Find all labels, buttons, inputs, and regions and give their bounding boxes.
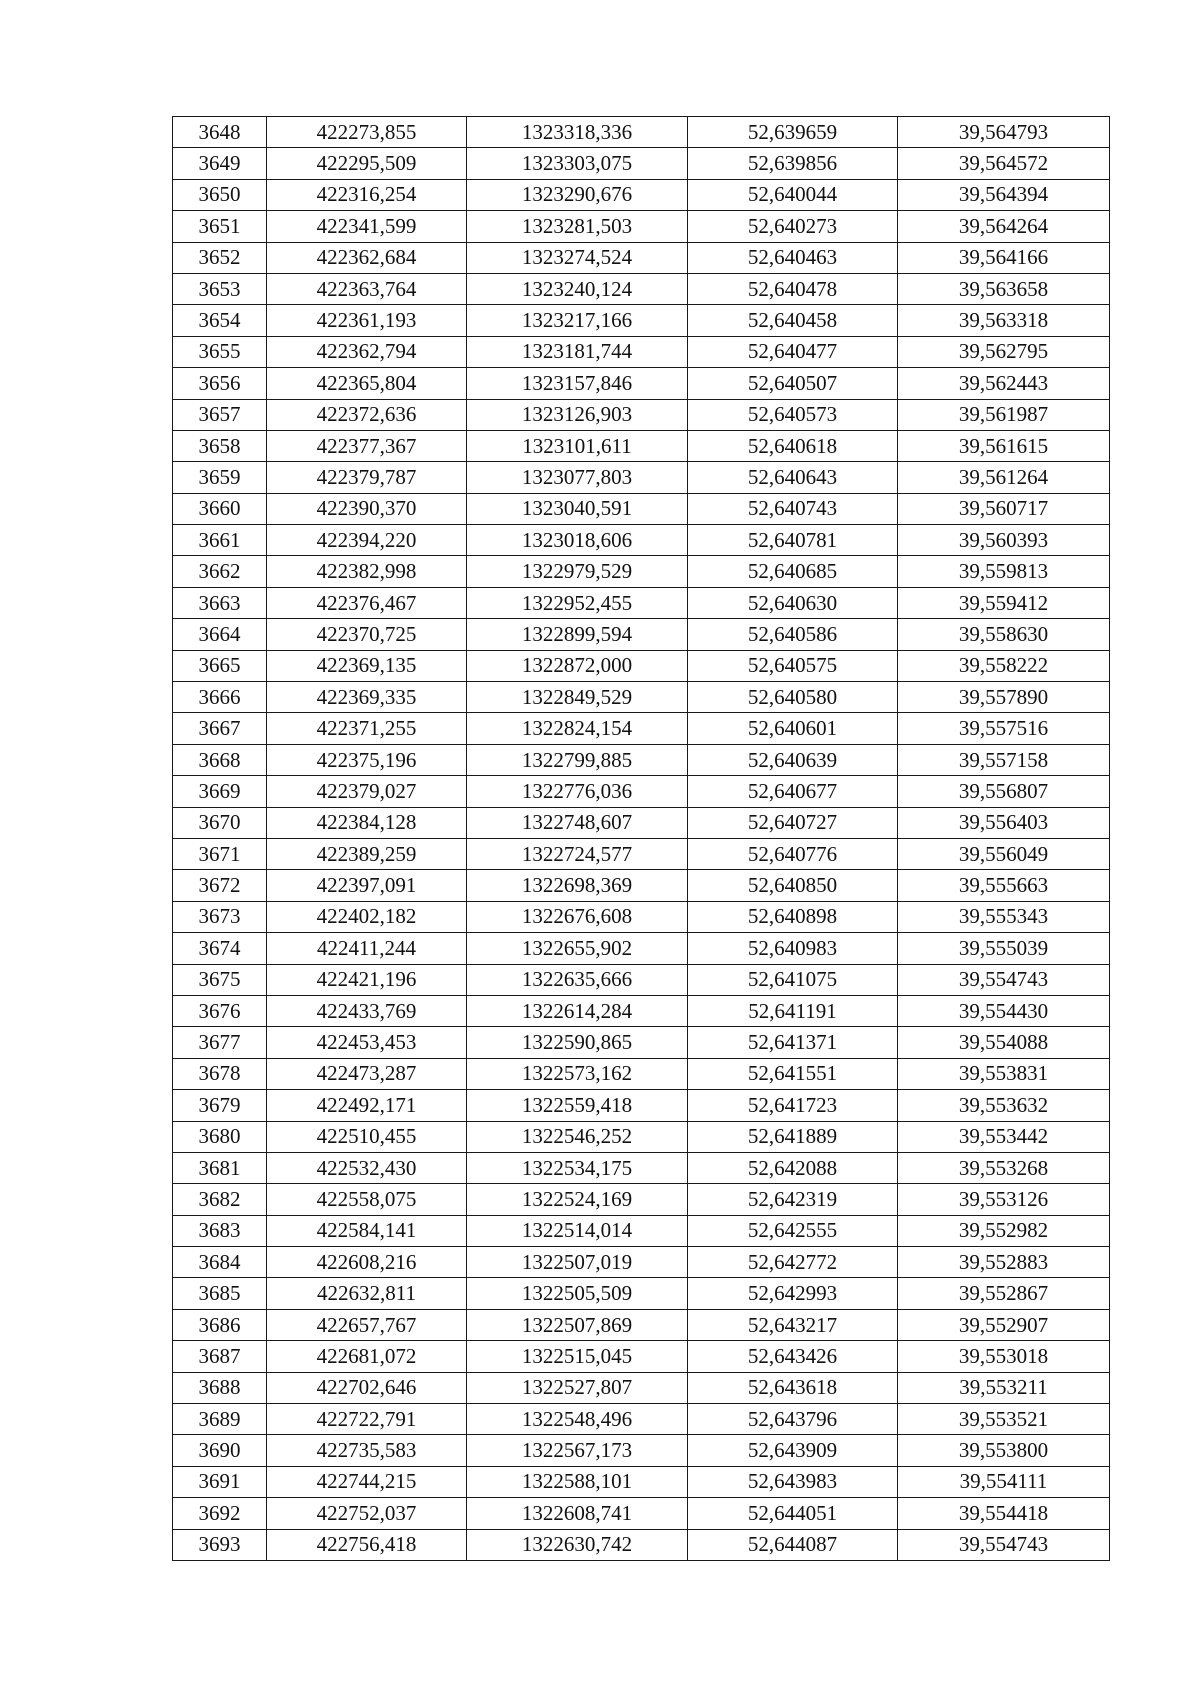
latitude-cell: 52,640643 [688,462,898,493]
longitude-cell: 39,561987 [898,399,1110,430]
table-row [173,1090,1110,1121]
point-number-cell: 3674 [173,933,267,964]
x-coordinate-cell: 422375,196 [267,744,467,775]
point-number-cell: 3654 [173,305,267,336]
point-number-cell: 3679 [173,1090,267,1121]
latitude-cell: 52,640983 [688,933,898,964]
point-number-cell: 3672 [173,870,267,901]
table-row [173,1404,1110,1435]
y-coordinate-cell: 1322748,607 [467,807,688,838]
table-row [173,587,1110,618]
latitude-cell: 52,640743 [688,493,898,524]
point-number-cell: 3662 [173,556,267,587]
coordinates-table [172,116,1110,1561]
y-coordinate-cell: 1322724,577 [467,838,688,869]
latitude-cell: 52,641371 [688,1027,898,1058]
table-row [173,682,1110,713]
latitude-cell: 52,640273 [688,211,898,242]
y-coordinate-cell: 1322776,036 [467,776,688,807]
longitude-cell: 39,562443 [898,368,1110,399]
table-row [173,556,1110,587]
point-number-cell: 3648 [173,117,267,148]
latitude-cell: 52,642088 [688,1152,898,1183]
table-row [173,1278,1110,1309]
latitude-cell: 52,640573 [688,399,898,430]
table-row [173,242,1110,273]
longitude-cell: 39,552883 [898,1247,1110,1278]
latitude-cell: 52,639659 [688,117,898,148]
latitude-cell: 52,640477 [688,336,898,367]
x-coordinate-cell: 422362,684 [267,242,467,273]
latitude-cell: 52,642772 [688,1247,898,1278]
x-coordinate-cell: 422632,811 [267,1278,467,1309]
table-row [173,1121,1110,1152]
x-coordinate-cell: 422433,769 [267,995,467,1026]
x-coordinate-cell: 422473,287 [267,1058,467,1089]
point-number-cell: 3667 [173,713,267,744]
y-coordinate-cell: 1322655,902 [467,933,688,964]
point-number-cell: 3652 [173,242,267,273]
point-number-cell: 3658 [173,430,267,461]
y-coordinate-cell: 1322588,101 [467,1466,688,1497]
latitude-cell: 52,640463 [688,242,898,273]
latitude-cell: 52,640727 [688,807,898,838]
y-coordinate-cell: 1323157,846 [467,368,688,399]
latitude-cell: 52,640586 [688,619,898,650]
x-coordinate-cell: 422402,182 [267,901,467,932]
x-coordinate-cell: 422411,244 [267,933,467,964]
longitude-cell: 39,554743 [898,1529,1110,1560]
latitude-cell: 52,643426 [688,1341,898,1372]
x-coordinate-cell: 422316,254 [267,179,467,210]
point-number-cell: 3659 [173,462,267,493]
latitude-cell: 52,640781 [688,525,898,556]
longitude-cell: 39,555039 [898,933,1110,964]
longitude-cell: 39,553442 [898,1121,1110,1152]
table-row [173,807,1110,838]
longitude-cell: 39,552982 [898,1215,1110,1246]
point-number-cell: 3656 [173,368,267,399]
latitude-cell: 52,644087 [688,1529,898,1560]
table-row [173,1341,1110,1372]
x-coordinate-cell: 422341,599 [267,211,467,242]
longitude-cell: 39,553211 [898,1372,1110,1403]
table-row [173,1184,1110,1215]
x-coordinate-cell: 422390,370 [267,493,467,524]
x-coordinate-cell: 422389,259 [267,838,467,869]
table-row [173,179,1110,210]
y-coordinate-cell: 1323303,075 [467,148,688,179]
latitude-cell: 52,642319 [688,1184,898,1215]
table-row [173,964,1110,995]
latitude-cell: 52,641075 [688,964,898,995]
y-coordinate-cell: 1323181,744 [467,336,688,367]
latitude-cell: 52,640507 [688,368,898,399]
x-coordinate-cell: 422377,367 [267,430,467,461]
longitude-cell: 39,561615 [898,430,1110,461]
y-coordinate-cell: 1322952,455 [467,587,688,618]
latitude-cell: 52,640630 [688,587,898,618]
longitude-cell: 39,562795 [898,336,1110,367]
longitude-cell: 39,553831 [898,1058,1110,1089]
point-number-cell: 3675 [173,964,267,995]
table-row [173,1215,1110,1246]
y-coordinate-cell: 1322514,014 [467,1215,688,1246]
longitude-cell: 39,552867 [898,1278,1110,1309]
point-number-cell: 3651 [173,211,267,242]
point-number-cell: 3664 [173,619,267,650]
y-coordinate-cell: 1322559,418 [467,1090,688,1121]
latitude-cell: 52,640639 [688,744,898,775]
table-row [173,1152,1110,1183]
y-coordinate-cell: 1322546,252 [467,1121,688,1152]
x-coordinate-cell: 422532,430 [267,1152,467,1183]
y-coordinate-cell: 1322630,742 [467,1529,688,1560]
y-coordinate-cell: 1322567,173 [467,1435,688,1466]
point-number-cell: 3676 [173,995,267,1026]
table-row [173,619,1110,650]
y-coordinate-cell: 1322799,885 [467,744,688,775]
x-coordinate-cell: 422361,193 [267,305,467,336]
x-coordinate-cell: 422394,220 [267,525,467,556]
y-coordinate-cell: 1323040,591 [467,493,688,524]
table-row [173,1058,1110,1089]
x-coordinate-cell: 422657,767 [267,1309,467,1340]
point-number-cell: 3685 [173,1278,267,1309]
longitude-cell: 39,559813 [898,556,1110,587]
longitude-cell: 39,556807 [898,776,1110,807]
table-row [173,1309,1110,1340]
table-row [173,995,1110,1026]
point-number-cell: 3666 [173,682,267,713]
x-coordinate-cell: 422371,255 [267,713,467,744]
point-number-cell: 3649 [173,148,267,179]
table-row [173,399,1110,430]
longitude-cell: 39,554743 [898,964,1110,995]
point-number-cell: 3673 [173,901,267,932]
y-coordinate-cell: 1322614,284 [467,995,688,1026]
latitude-cell: 52,643909 [688,1435,898,1466]
x-coordinate-cell: 422421,196 [267,964,467,995]
x-coordinate-cell: 422384,128 [267,807,467,838]
latitude-cell: 52,642555 [688,1215,898,1246]
y-coordinate-cell: 1322676,608 [467,901,688,932]
point-number-cell: 3691 [173,1466,267,1497]
point-number-cell: 3688 [173,1372,267,1403]
point-number-cell: 3660 [173,493,267,524]
table-row [173,336,1110,367]
latitude-cell: 52,643983 [688,1466,898,1497]
point-number-cell: 3683 [173,1215,267,1246]
table-row [173,1466,1110,1497]
longitude-cell: 39,553632 [898,1090,1110,1121]
point-number-cell: 3677 [173,1027,267,1058]
y-coordinate-cell: 1322573,162 [467,1058,688,1089]
table-row [173,273,1110,304]
x-coordinate-cell: 422295,509 [267,148,467,179]
latitude-cell: 52,640776 [688,838,898,869]
y-coordinate-cell: 1323018,606 [467,525,688,556]
latitude-cell: 52,640580 [688,682,898,713]
longitude-cell: 39,555343 [898,901,1110,932]
latitude-cell: 52,640575 [688,650,898,681]
y-coordinate-cell: 1322505,509 [467,1278,688,1309]
y-coordinate-cell: 1322527,807 [467,1372,688,1403]
table-row [173,148,1110,179]
latitude-cell: 52,643618 [688,1372,898,1403]
point-number-cell: 3680 [173,1121,267,1152]
y-coordinate-cell: 1323077,803 [467,462,688,493]
x-coordinate-cell: 422752,037 [267,1498,467,1529]
point-number-cell: 3650 [173,179,267,210]
latitude-cell: 52,639856 [688,148,898,179]
x-coordinate-cell: 422369,335 [267,682,467,713]
x-coordinate-cell: 422382,998 [267,556,467,587]
longitude-cell: 39,563318 [898,305,1110,336]
point-number-cell: 3661 [173,525,267,556]
x-coordinate-cell: 422379,787 [267,462,467,493]
y-coordinate-cell: 1323217,166 [467,305,688,336]
y-coordinate-cell: 1322979,529 [467,556,688,587]
latitude-cell: 52,641551 [688,1058,898,1089]
longitude-cell: 39,553521 [898,1404,1110,1435]
latitude-cell: 52,640850 [688,870,898,901]
x-coordinate-cell: 422584,141 [267,1215,467,1246]
x-coordinate-cell: 422397,091 [267,870,467,901]
table-row [173,211,1110,242]
point-number-cell: 3678 [173,1058,267,1089]
longitude-cell: 39,557516 [898,713,1110,744]
table-row [173,901,1110,932]
point-number-cell: 3684 [173,1247,267,1278]
latitude-cell: 52,643796 [688,1404,898,1435]
longitude-cell: 39,553126 [898,1184,1110,1215]
point-number-cell: 3657 [173,399,267,430]
longitude-cell: 39,558630 [898,619,1110,650]
x-coordinate-cell: 422702,646 [267,1372,467,1403]
point-number-cell: 3690 [173,1435,267,1466]
table-row [173,1529,1110,1560]
y-coordinate-cell: 1322872,000 [467,650,688,681]
latitude-cell: 52,640458 [688,305,898,336]
table-row [173,650,1110,681]
table-row [173,713,1110,744]
y-coordinate-cell: 1322515,045 [467,1341,688,1372]
y-coordinate-cell: 1323274,524 [467,242,688,273]
longitude-cell: 39,554430 [898,995,1110,1026]
point-number-cell: 3663 [173,587,267,618]
table-row [173,368,1110,399]
longitude-cell: 39,554418 [898,1498,1110,1529]
longitude-cell: 39,558222 [898,650,1110,681]
x-coordinate-cell: 422510,455 [267,1121,467,1152]
latitude-cell: 52,640478 [688,273,898,304]
longitude-cell: 39,557158 [898,744,1110,775]
longitude-cell: 39,556049 [898,838,1110,869]
point-number-cell: 3686 [173,1309,267,1340]
latitude-cell: 52,640898 [688,901,898,932]
longitude-cell: 39,552907 [898,1309,1110,1340]
latitude-cell: 52,640618 [688,430,898,461]
table-row [173,305,1110,336]
table-row [173,493,1110,524]
y-coordinate-cell: 1323101,611 [467,430,688,461]
y-coordinate-cell: 1322899,594 [467,619,688,650]
x-coordinate-cell: 422369,135 [267,650,467,681]
longitude-cell: 39,557890 [898,682,1110,713]
latitude-cell: 52,640044 [688,179,898,210]
point-number-cell: 3692 [173,1498,267,1529]
x-coordinate-cell: 422365,804 [267,368,467,399]
longitude-cell: 39,554111 [898,1466,1110,1497]
y-coordinate-cell: 1323240,124 [467,273,688,304]
point-number-cell: 3693 [173,1529,267,1560]
longitude-cell: 39,553018 [898,1341,1110,1372]
latitude-cell: 52,640685 [688,556,898,587]
longitude-cell: 39,561264 [898,462,1110,493]
latitude-cell: 52,641889 [688,1121,898,1152]
x-coordinate-cell: 422363,764 [267,273,467,304]
point-number-cell: 3653 [173,273,267,304]
x-coordinate-cell: 422453,453 [267,1027,467,1058]
latitude-cell: 52,641191 [688,995,898,1026]
y-coordinate-cell: 1322548,496 [467,1404,688,1435]
latitude-cell: 52,640677 [688,776,898,807]
latitude-cell: 52,643217 [688,1309,898,1340]
y-coordinate-cell: 1322824,154 [467,713,688,744]
longitude-cell: 39,556403 [898,807,1110,838]
point-number-cell: 3682 [173,1184,267,1215]
y-coordinate-cell: 1323126,903 [467,399,688,430]
x-coordinate-cell: 422744,215 [267,1466,467,1497]
longitude-cell: 39,560393 [898,525,1110,556]
longitude-cell: 39,563658 [898,273,1110,304]
table-row [173,1247,1110,1278]
y-coordinate-cell: 1322507,869 [467,1309,688,1340]
point-number-cell: 3681 [173,1152,267,1183]
x-coordinate-cell: 422273,855 [267,117,467,148]
x-coordinate-cell: 422362,794 [267,336,467,367]
y-coordinate-cell: 1323281,503 [467,211,688,242]
longitude-cell: 39,559412 [898,587,1110,618]
table-row [173,525,1110,556]
y-coordinate-cell: 1322524,169 [467,1184,688,1215]
y-coordinate-cell: 1322849,529 [467,682,688,713]
x-coordinate-cell: 422492,171 [267,1090,467,1121]
x-coordinate-cell: 422558,075 [267,1184,467,1215]
x-coordinate-cell: 422372,636 [267,399,467,430]
longitude-cell: 39,553800 [898,1435,1110,1466]
y-coordinate-cell: 1322534,175 [467,1152,688,1183]
table-row [173,838,1110,869]
y-coordinate-cell: 1322698,369 [467,870,688,901]
point-number-cell: 3687 [173,1341,267,1372]
latitude-cell: 52,644051 [688,1498,898,1529]
x-coordinate-cell: 422376,467 [267,587,467,618]
x-coordinate-cell: 422756,418 [267,1529,467,1560]
table-row [173,933,1110,964]
point-number-cell: 3655 [173,336,267,367]
point-number-cell: 3671 [173,838,267,869]
table-row [173,870,1110,901]
latitude-cell: 52,640601 [688,713,898,744]
point-number-cell: 3689 [173,1404,267,1435]
x-coordinate-cell: 422735,583 [267,1435,467,1466]
longitude-cell: 39,564572 [898,148,1110,179]
x-coordinate-cell: 422681,072 [267,1341,467,1372]
point-number-cell: 3668 [173,744,267,775]
point-number-cell: 3665 [173,650,267,681]
longitude-cell: 39,560717 [898,493,1110,524]
longitude-cell: 39,564264 [898,211,1110,242]
x-coordinate-cell: 422722,791 [267,1404,467,1435]
y-coordinate-cell: 1322590,865 [467,1027,688,1058]
x-coordinate-cell: 422608,216 [267,1247,467,1278]
table-row [173,430,1110,461]
table-row [173,1435,1110,1466]
y-coordinate-cell: 1323318,336 [467,117,688,148]
y-coordinate-cell: 1322507,019 [467,1247,688,1278]
x-coordinate-cell: 422370,725 [267,619,467,650]
point-number-cell: 3669 [173,776,267,807]
y-coordinate-cell: 1323290,676 [467,179,688,210]
y-coordinate-cell: 1322608,741 [467,1498,688,1529]
x-coordinate-cell: 422379,027 [267,776,467,807]
longitude-cell: 39,554088 [898,1027,1110,1058]
table-row [173,462,1110,493]
point-number-cell: 3670 [173,807,267,838]
table-row [173,1372,1110,1403]
longitude-cell: 39,553268 [898,1152,1110,1183]
table-row [173,776,1110,807]
table-row [173,744,1110,775]
longitude-cell: 39,564793 [898,117,1110,148]
coordinates-table-body [173,117,1110,1561]
longitude-cell: 39,564166 [898,242,1110,273]
y-coordinate-cell: 1322635,666 [467,964,688,995]
table-row [173,1027,1110,1058]
table-row [173,117,1110,148]
table-row [173,1498,1110,1529]
latitude-cell: 52,642993 [688,1278,898,1309]
longitude-cell: 39,564394 [898,179,1110,210]
longitude-cell: 39,555663 [898,870,1110,901]
latitude-cell: 52,641723 [688,1090,898,1121]
